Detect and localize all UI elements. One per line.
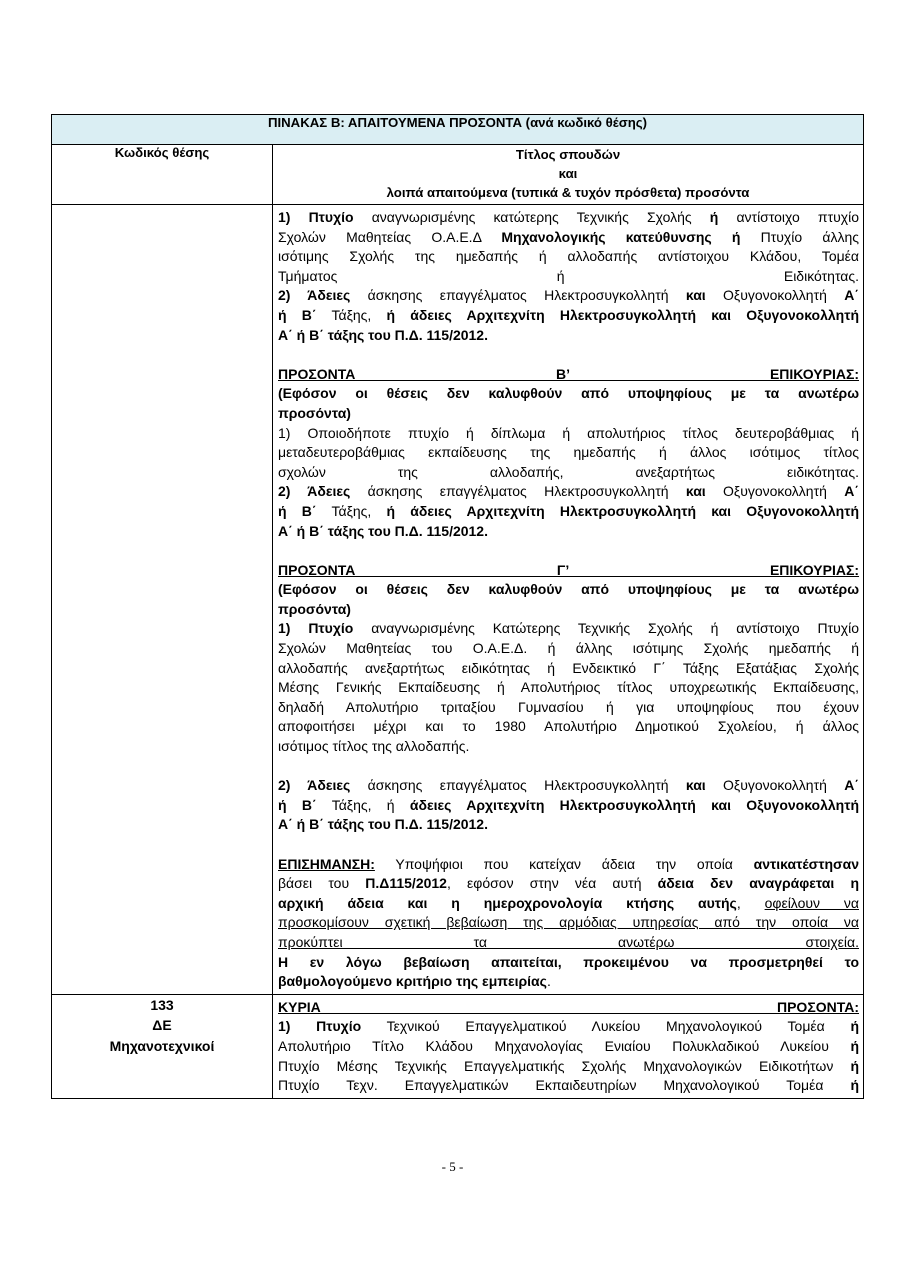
- text-run: Μηχανολογικής κατεύθυνσης ή: [501, 228, 741, 245]
- col-header-requirements: [273, 145, 864, 205]
- text-line: [278, 600, 859, 620]
- text-run: οφείλουν να: [764, 894, 860, 911]
- text-run: άδεια δεν αναγράφεται η: [657, 875, 859, 892]
- text-run: Σχολών Μαθητείας του Ο.Α.Ε.Δ. ή άλλης ισότιμης Σχολής ημεδαπής ή: [278, 640, 860, 657]
- text-line: [278, 365, 859, 385]
- blank-line: [278, 541, 859, 561]
- text-line: [278, 208, 859, 228]
- text-run: ή: [850, 1077, 860, 1094]
- text-run: (Εφόσον οι θέσεις δεν καλυφθούν από υποψηφίους με τα ανωτέρω: [278, 581, 860, 598]
- text-run: ή: [850, 1037, 860, 1054]
- text-line: [278, 698, 859, 718]
- text-line: [278, 894, 859, 914]
- text-run: 1) Πτυχίο: [278, 620, 354, 637]
- text-run: αναγνωρισμένης Κατώτερης Τεχνικής Σχολής ή αντίστοιχο Πτυχίο: [353, 620, 860, 637]
- position-title: Μηχανοτεχνικοί: [109, 1037, 215, 1054]
- text-run: Α΄: [844, 287, 860, 304]
- text-line: [278, 404, 859, 424]
- text-line: [278, 424, 859, 444]
- text-run: Υποψήφιοι που κατείχαν άδεια την οποία: [374, 855, 754, 872]
- code-cell-empty: [52, 205, 273, 995]
- text-line: [278, 953, 859, 973]
- table-title-row: [52, 115, 864, 145]
- header-line: Τίτλος σπουδών: [515, 147, 621, 162]
- text-line: [278, 972, 859, 992]
- table-row: [52, 994, 864, 1098]
- text-run: ή: [850, 1018, 860, 1035]
- text-run: άδειες Αρχιτεχνίτη Ηλεκτροσυγκολλητή και Οξυγονοκολλητή: [409, 796, 860, 813]
- text-run: Α΄: [844, 777, 860, 794]
- text-line: [278, 326, 859, 346]
- text-line: [278, 228, 859, 248]
- position-code-cell: [52, 994, 273, 1098]
- text-line: [278, 815, 859, 835]
- requirements-text: [273, 205, 863, 994]
- text-run: και: [685, 483, 706, 500]
- text-run: μεταδευτεροβάθμιας εκπαίδευσης της ημεδαπής ή άλλος ισότιμος τίτλος: [278, 444, 860, 461]
- text-line: [278, 443, 859, 463]
- text-run: αντίστοιχο πτυχίο: [718, 209, 860, 225]
- text-run: ισότιμης Σχολής της ημεδαπής ή αλλοδαπής αντίστοιχου Κλάδου, Τομέα: [278, 248, 860, 265]
- text-run: ή: [850, 1057, 860, 1074]
- text-line: [278, 855, 859, 875]
- text-run: 1) Οποιοδήποτε πτυχίο ή δίπλωμα ή απολυτήριος τίτλος δευτεροβάθμιας ή: [278, 424, 860, 441]
- text-run: Μέσης Γενικής Εκπαίδευσης ή Απολυτήριος τίτλος υποχρεωτικής Εκπαίδευσης,: [278, 679, 860, 696]
- text-run: και: [685, 287, 706, 304]
- table-row: [52, 205, 864, 995]
- text-run: ή Β΄: [278, 796, 317, 813]
- text-line: [278, 561, 859, 581]
- text-run: άσκησης επαγγέλματος Ηλεκτροσυγκολλητή: [350, 777, 686, 794]
- text-line: [278, 776, 859, 796]
- requirements-cell: [273, 205, 864, 995]
- header-line: και: [558, 166, 578, 181]
- text-line: [278, 286, 859, 306]
- text-run: 1) Πτυχίο: [278, 1018, 362, 1035]
- text-run: Πτυχίο Μέσης Τεχνικής Επαγγελματικής Σχολής Μηχανολογικών Ειδικοτήτων: [278, 1057, 851, 1074]
- text-run: βάσει του: [278, 875, 366, 892]
- text-run: 2) Άδειες: [278, 483, 351, 500]
- text-run: αναγνωρισμένης κατώτερης Τεχνικής Σχολής: [353, 209, 710, 225]
- text-run: άσκησης επαγγέλματος Ηλεκτροσυγκολλητή: [350, 287, 686, 304]
- text-run: Τάξης,: [316, 306, 387, 323]
- text-run: αντικατέστησαν: [753, 855, 860, 872]
- text-line: [278, 247, 859, 267]
- text-run: Τεχνικού Επαγγελματικού Λυκείου Μηχανολογικού Τομέα: [361, 1018, 851, 1035]
- text-run: Σχολών Μαθητείας Ο.Α.Ε.Δ: [278, 228, 502, 245]
- text-run: Τάξης,: [316, 502, 387, 519]
- text-line: [278, 580, 859, 600]
- text-run: ΠΡΟΣΟΝΤΑ Γ’ ΕΠΙΚΟΥΡΙΑΣ:: [278, 561, 860, 578]
- text-run: Πτυχίο Τεχν. Επαγγελματικών Εκπαιδευτηρίων Μηχανολογικού Τομέα: [278, 1077, 851, 1094]
- text-line: [278, 796, 859, 816]
- text-run: σχολών της αλλοδαπής, ανεξαρτήτως ειδικότητας.: [278, 463, 860, 480]
- text-run: Τάξης, ή: [316, 796, 410, 813]
- text-line: [278, 1017, 859, 1037]
- text-line: [278, 933, 859, 953]
- text-run: δηλαδή Απολυτήριο τριταξίου Γυμνασίου ή για υποψηφίους που έχουν: [278, 698, 860, 715]
- text-line: [278, 384, 859, 404]
- position-category: ΔΕ: [152, 1017, 172, 1034]
- text-run: και: [685, 777, 706, 794]
- text-run: .: [546, 973, 551, 990]
- text-run: ,: [736, 894, 765, 911]
- text-run: ΠΡΟΣΟΝΤΑ Β’ ΕΠΙΚΟΥΡΙΑΣ:: [278, 365, 860, 382]
- text-run: Π.Δ115/2012: [365, 875, 447, 892]
- requirements-cell: [273, 994, 864, 1098]
- text-line: [278, 502, 859, 522]
- text-run: ή άδειες Αρχιτεχνίτη Ηλεκτροσυγκολλητή και Οξυγονοκολλητή: [386, 502, 860, 519]
- text-run: αποφοιτήσει μέχρι και το 1980 Απολυτήριο Δημοτικού Σχολείου, ή άλλος: [278, 718, 860, 735]
- text-line: [278, 267, 859, 287]
- text-run: ή Β΄: [278, 502, 317, 519]
- table-header-row: [52, 145, 864, 205]
- text-run: ΕΠΙΣΗΜΑΝΣΗ:: [278, 855, 375, 872]
- text-line: [278, 482, 859, 502]
- text-run: Α΄ ή Β΄ τάξης του Π.Δ. 115/2012.: [278, 326, 488, 343]
- text-run: Οξυγονοκολλητή: [705, 777, 845, 794]
- text-line: [278, 1057, 859, 1077]
- text-run: προκύπτει τα ανωτέρω στοιχεία.: [278, 933, 860, 950]
- text-run: Α΄ ή Β΄ τάξης του Π.Δ. 115/2012.: [278, 816, 488, 833]
- text-run: (Εφόσον οι θέσεις δεν καλυφθούν από υποψηφίους με τα ανωτέρω: [278, 385, 860, 402]
- text-line: [278, 737, 859, 757]
- text-line: [278, 306, 859, 326]
- text-line: [278, 1037, 859, 1057]
- text-run: Οξυγονοκολλητή: [705, 287, 845, 304]
- text-line: [278, 717, 859, 737]
- text-line: [278, 463, 859, 483]
- text-line: [278, 619, 859, 639]
- text-run: Α΄ ή Β΄ τάξης του Π.Δ. 115/2012.: [278, 522, 488, 539]
- text-run: 1) Πτυχίο: [278, 209, 354, 225]
- text-run: αρχική άδεια και η ημεροχρονολογία κτήσης αυτής: [278, 894, 737, 911]
- text-run: 2) Άδειες: [278, 287, 351, 304]
- text-run: Απολυτήριο Τίτλο Κλάδου Μηχανολογίας Ενιαίου Πολυκλαδικού Λυκείου: [278, 1037, 851, 1054]
- text-run: ή άδειες Αρχιτεχνίτη Ηλεκτροσυγκολλητή και Οξυγονοκολλητή: [386, 306, 860, 323]
- text-line: [278, 1076, 859, 1096]
- text-run: προσόντα): [278, 600, 351, 617]
- text-run: ή: [709, 209, 719, 225]
- text-run: ισότιμος τίτλος της αλλοδαπής.: [278, 738, 470, 755]
- text-run: άσκησης επαγγέλματος Ηλεκτροσυγκολλητή: [350, 483, 686, 500]
- table-title: ΠΙΝΑΚΑΣ Β: ΑΠΑΙΤΟΥΜΕΝΑ ΠΡΟΣΟΝΤΑ (ανά κωδικό θέσης): [52, 115, 864, 145]
- text-run: Τμήματος ή Ειδικότητας.: [278, 267, 860, 284]
- blank-line: [278, 345, 859, 365]
- text-run: , εφόσον στην νέα αυτή: [446, 875, 658, 892]
- text-line: [278, 522, 859, 542]
- text-run: Πτυχίο άλλης: [740, 228, 860, 245]
- text-run: ΚΥΡΙΑ ΠΡΟΣΟΝΤΑ:: [278, 998, 860, 1015]
- blank-line: [278, 835, 859, 855]
- page-number: - 5 -: [441, 1159, 464, 1174]
- col-header-code: Κωδικός θέσης: [52, 145, 273, 205]
- text-run: Η εν λόγω βεβαίωση απαιτείται, προκειμένου να προσμετρηθεί το: [278, 953, 860, 970]
- header-line: λοιπά απαιτούμενα (τυπικά & τυχόν πρόσθετα) προσόντα: [386, 185, 750, 200]
- text-line: [278, 639, 859, 659]
- blank-line: [278, 757, 859, 777]
- requirements-text: [273, 995, 863, 1098]
- text-run: αλλοδαπής ανεξαρτήτως ειδικότητας ή Ενδεικτικό Γ΄ Τάξης Εξατάξιας Σχολής: [278, 659, 860, 676]
- text-run: Οξυγονοκολλητή: [705, 483, 845, 500]
- text-line: [278, 998, 859, 1018]
- text-run: Α΄: [844, 483, 860, 500]
- text-run: προσόντα): [278, 404, 351, 421]
- text-line: [278, 659, 859, 679]
- text-run: 2) Άδειες: [278, 777, 351, 794]
- text-run: προσκομίσουν σχετική βεβαίωση της αρμόδιας υπηρεσίας από την οποία να: [278, 914, 860, 931]
- position-code: 133: [150, 996, 174, 1013]
- text-line: [278, 913, 859, 933]
- text-run: βαθμολογούμενο κριτήριο της εμπειρίας: [278, 973, 547, 990]
- text-line: [278, 678, 859, 698]
- text-line: [278, 874, 859, 894]
- requirements-table: [51, 114, 864, 1099]
- text-run: ή Β΄: [278, 306, 317, 323]
